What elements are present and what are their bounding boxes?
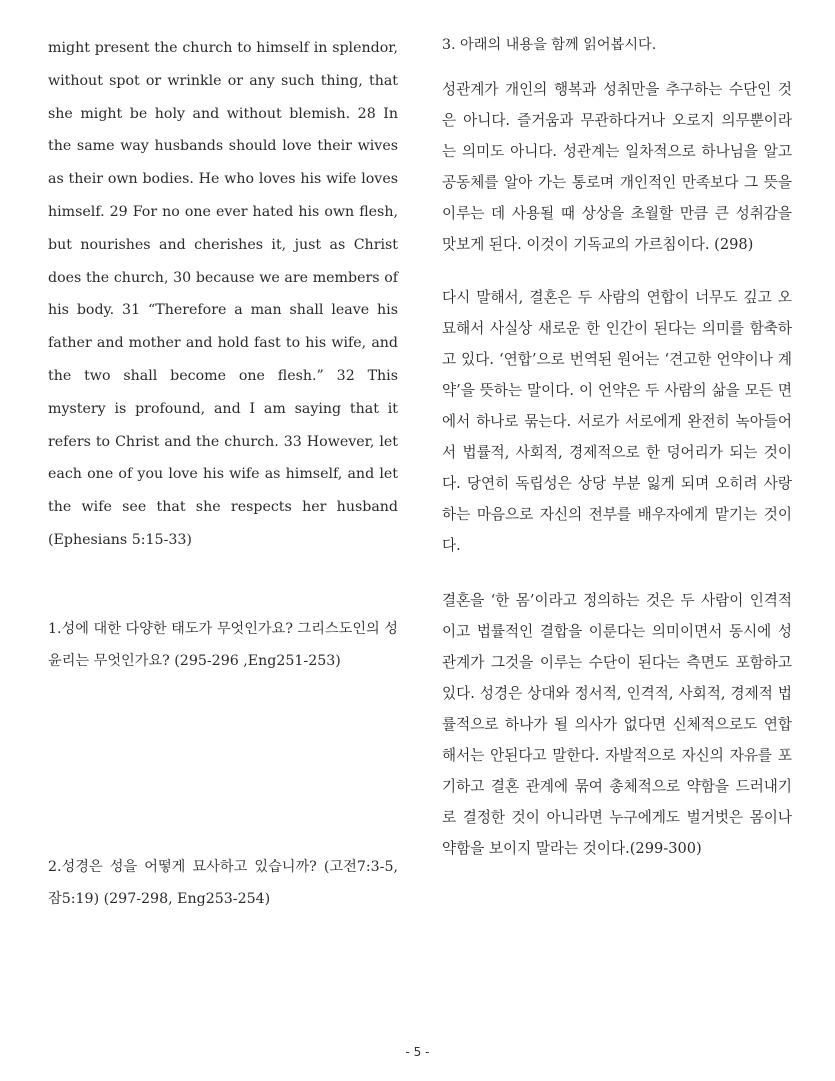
- reading-heading: 3. 아래의 내용을 함께 읽어봅시다.: [442, 37, 657, 53]
- discussion-question-1: 1.성에 대한 다양한 태도가 무엇인가요? 그리스도인의 성 윤리는 무엇인가요? (295-296 ,Eng251-253): [48, 621, 398, 669]
- reading-paragraph-2: 다시 말해서, 결혼은 두 사람의 연합이 너무도 깊고 오묘해서 사실상 새로운 한 인간이 된다는 의미를 함축하고 있다. ‘연합’으로 번역된 원어는 ‘견고한 언약이나 계약’을 뜻하는 말이다. 이 언약은 두 사람의 삶을 모든 면에서 하나로 묶는다. 서로가 서로에게 완전히 녹아들어서 법률적, 사회적, 경제적으로 한 덩어리가 되는 것이다. 당연히 독립성은 상당 부분 잃게 되며 오히려 사랑하는 마음으로 자신의 전부를 배우자에게 맡기는 것이다.: [442, 289, 792, 554]
- discussion-question-2: 2.성경은 성을 어떻게 묘사하고 있습니까? (고전7:3-5, 잠5:19) (297-298, Eng253-254): [48, 859, 398, 907]
- reading-paragraph-1: 성관계가 개인의 행복과 성취만을 추구하는 수단인 것은 아니다. 즐거움과 무관하다거나 오로지 의무뿐이라는 의미도 아니다. 성관계는 일차적으로 하나님을 알고 공동체를 알아 가는 통로며 개인적인 만족보다 그 뜻을 이루는 데 사용될 때 상상을 초월할 만큼 큰 성취감을 맛보게 된다. 이것이 기독교의 가르침이다. (298): [442, 81, 792, 253]
- scripture-passage: might present the church to himself in splendor, without spot or wrinkle or any such thing, that she might be holy and without blemish. 28 In the same way husbands should love their wives as their own bodies. He who loves his wife loves himself. 29 For no one ever hated his own flesh, but nourishes and cherishes it, just as Christ does the church, 30 because we are members of his body. 31 “Therefore a man shall leave his father and mother and hold fast to his wife, and the two shall become one flesh.” 32 This mystery is profound, and I am saying that it refers to Christ and the church. 33 However, let each one of you love his wife as himself, and let the wife see that she respects her husband (Ephesians 5:15-33): [48, 40, 398, 548]
- page-number: - 5 -: [405, 1045, 430, 1059]
- reading-paragraph-3: 결혼을 ‘한 몸’이라고 정의하는 것은 두 사람이 인격적이고 법률적인 결합을 이룬다는 의미이면서 동시에 성관계가 그것을 이루는 수단이 된다는 측면도 포함하고 있다. 성경은 상대와 정서적, 인격적, 사회적, 경제적 법률적으로 하나가 될 의사가 없다면 신체적으로도 연합해서는 안된다고 말한다. 자발적으로 자신의 자유를 포기하고 결혼 관계에 묶여 총체적으로 약함을 드러내기로 결정한 것이 아니라면 누구에게도 벌거벗은 몸이나 약함을 보이지 말라는 것이다.(299-300): [442, 592, 792, 857]
